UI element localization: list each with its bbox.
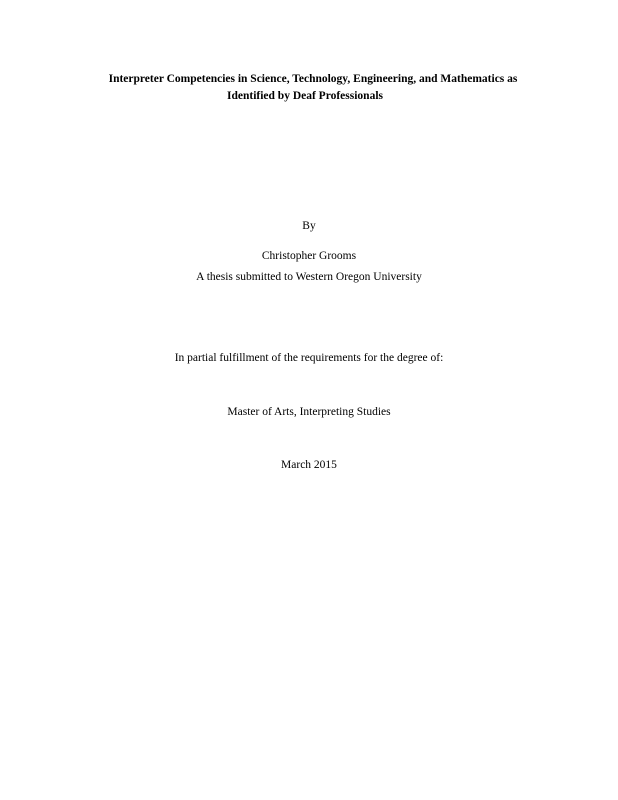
submission-statement: A thesis submitted to Western Oregon University xyxy=(196,271,422,283)
by-label: By xyxy=(302,220,316,232)
thesis-title-line-2: Identified by Deaf Professionals xyxy=(227,90,383,102)
submission-date: March 2015 xyxy=(281,459,337,471)
author-name: Christopher Grooms xyxy=(261,250,357,262)
degree-name: Master of Arts, Interpreting Studies xyxy=(227,406,391,418)
thesis-title-line-1: Interpreter Competencies in Science, Technology, Engineering, and Mathematics as xyxy=(108,73,518,85)
fulfillment-statement: In partial fulfillment of the requirements for the degree of: xyxy=(174,352,444,364)
